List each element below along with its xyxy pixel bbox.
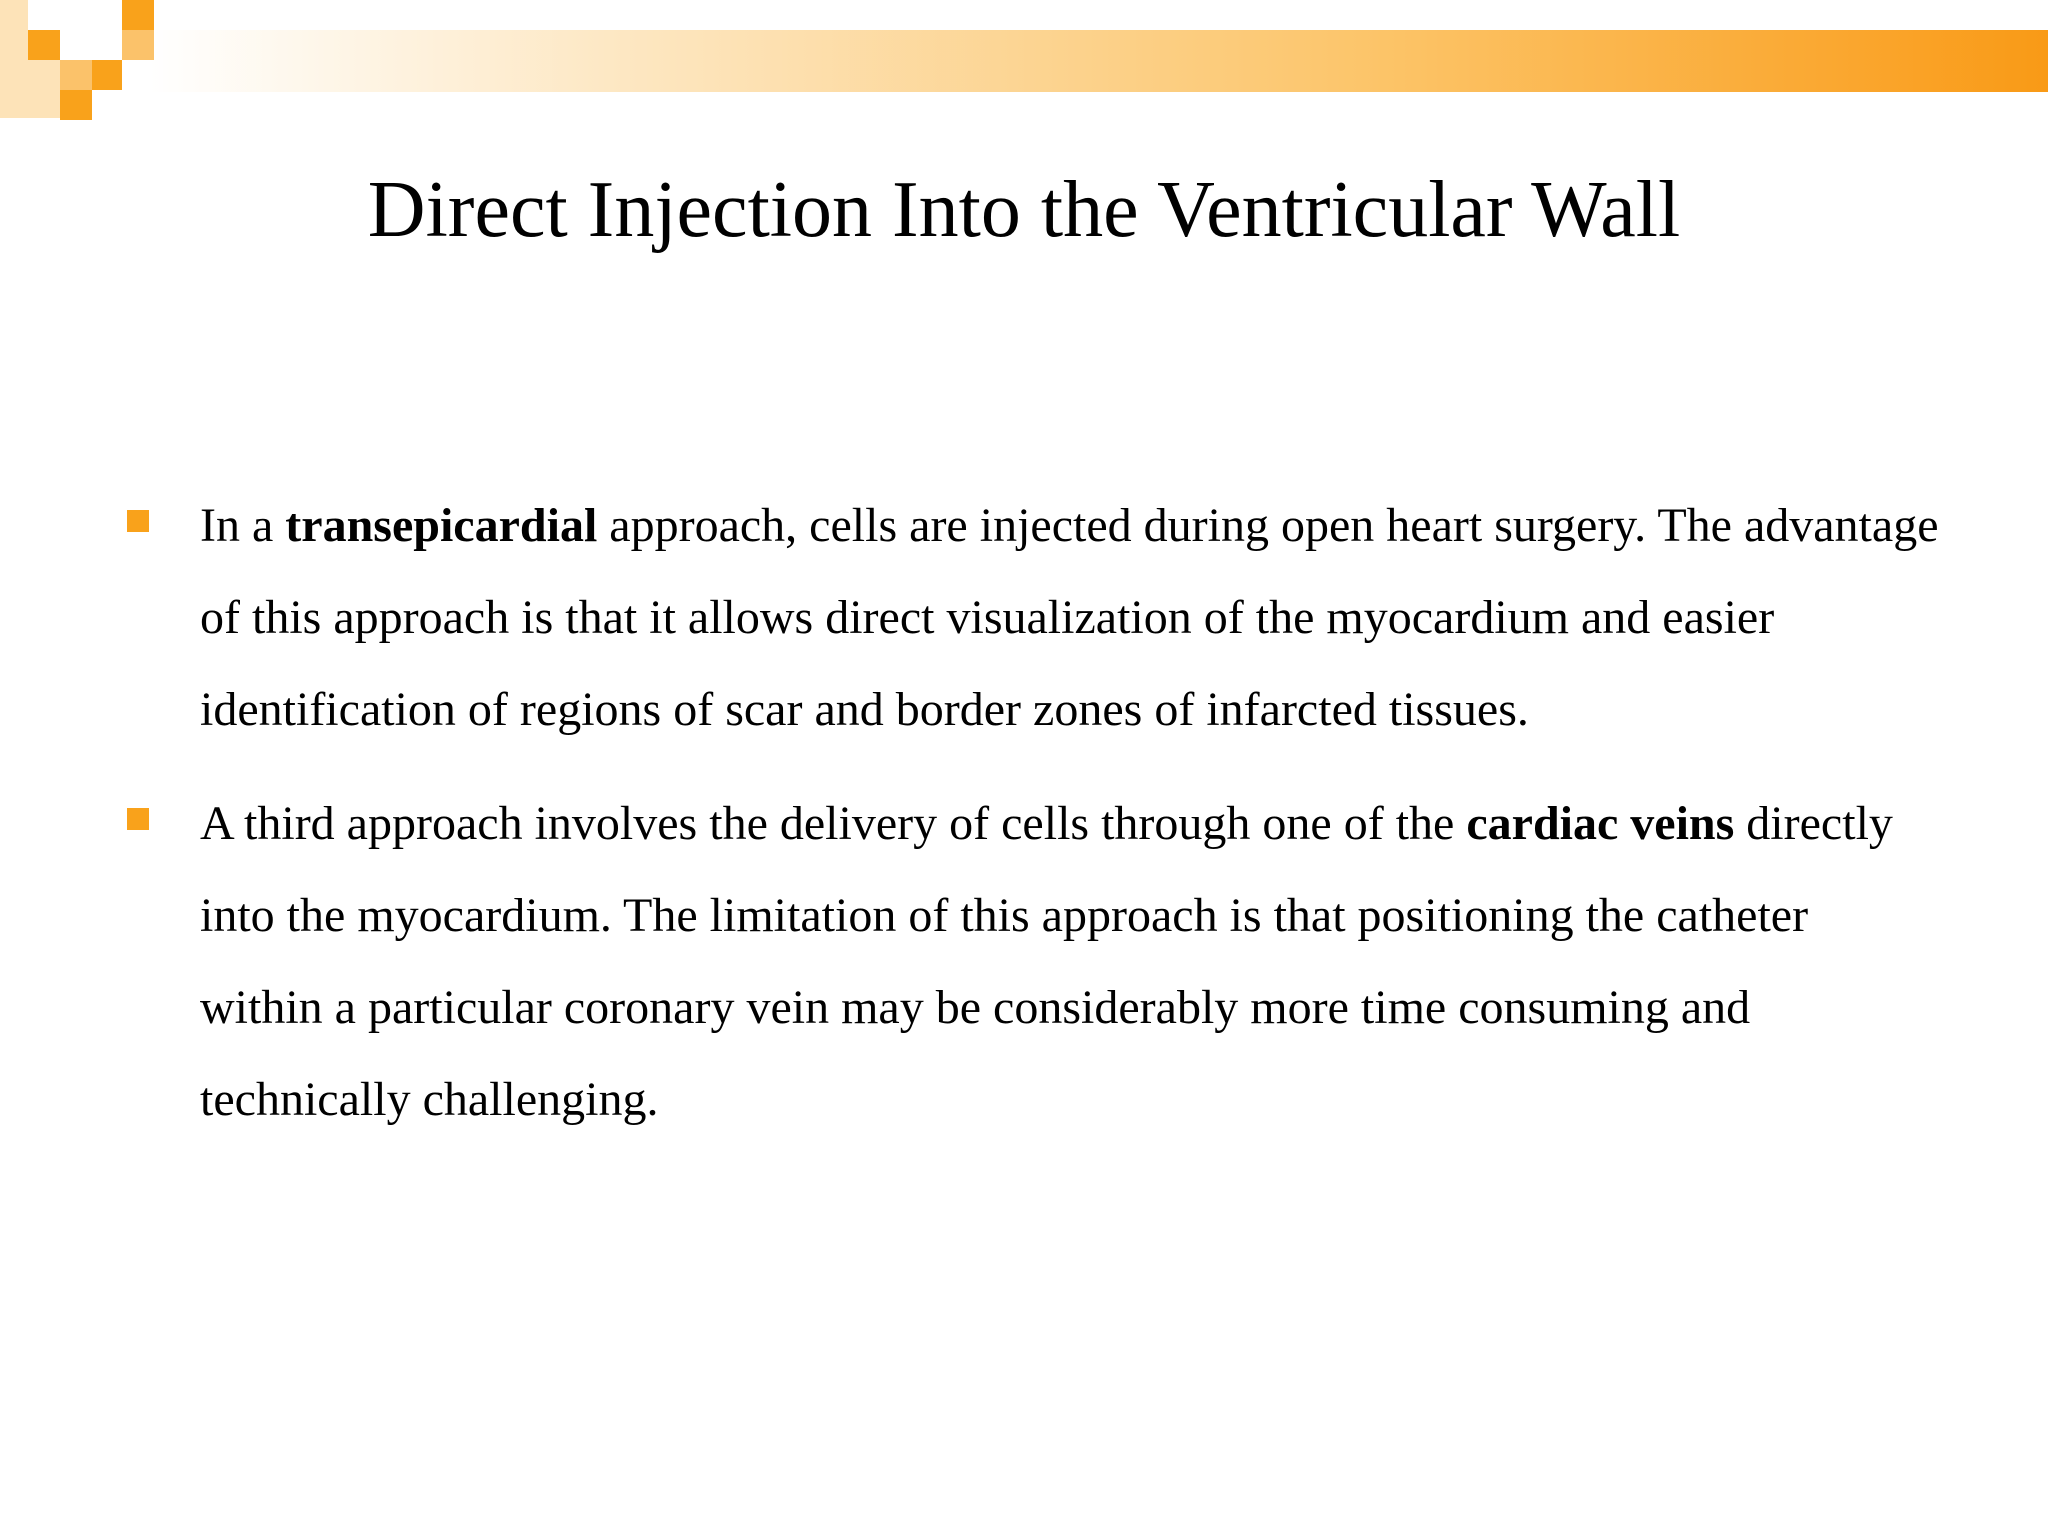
- decor-square: [60, 90, 92, 120]
- bullet-text-post: approach, cells are injected during open heart surgery. The advantage of this approach is that it allows direct visualization of the myocardium and easier identification of regions of scar and border zones of infarcted tissues.: [200, 499, 1939, 736]
- decor-square: [122, 30, 154, 60]
- square-bullet-icon: [127, 808, 149, 830]
- decor-square: [92, 60, 122, 90]
- bullet-item: [120, 778, 1940, 1146]
- square-bullet-icon: [127, 510, 149, 532]
- decor-square: [60, 60, 92, 90]
- slide-title: Direct Injection Into the Ventricular Wall: [367, 166, 1681, 254]
- bullet-list: [120, 480, 1940, 1168]
- bullet-text-pre: In a: [200, 499, 286, 552]
- bullet-text-post: directly into the myocardium. The limitation of this approach is that positioning the catheter within a particular coronary vein may be considerably more time consuming and technically challenging.: [200, 797, 1893, 1126]
- bullet-item: [120, 480, 1940, 756]
- decor-square: [122, 0, 154, 30]
- decor-square: [28, 30, 60, 60]
- bullet-text-bold: transepicardial: [285, 499, 598, 552]
- header-gradient-band: [150, 30, 2048, 92]
- bullet-text-pre: A third approach involves the delivery of cells through one of the: [200, 797, 1467, 850]
- bullet-text-bold: cardiac veins: [1466, 797, 1735, 850]
